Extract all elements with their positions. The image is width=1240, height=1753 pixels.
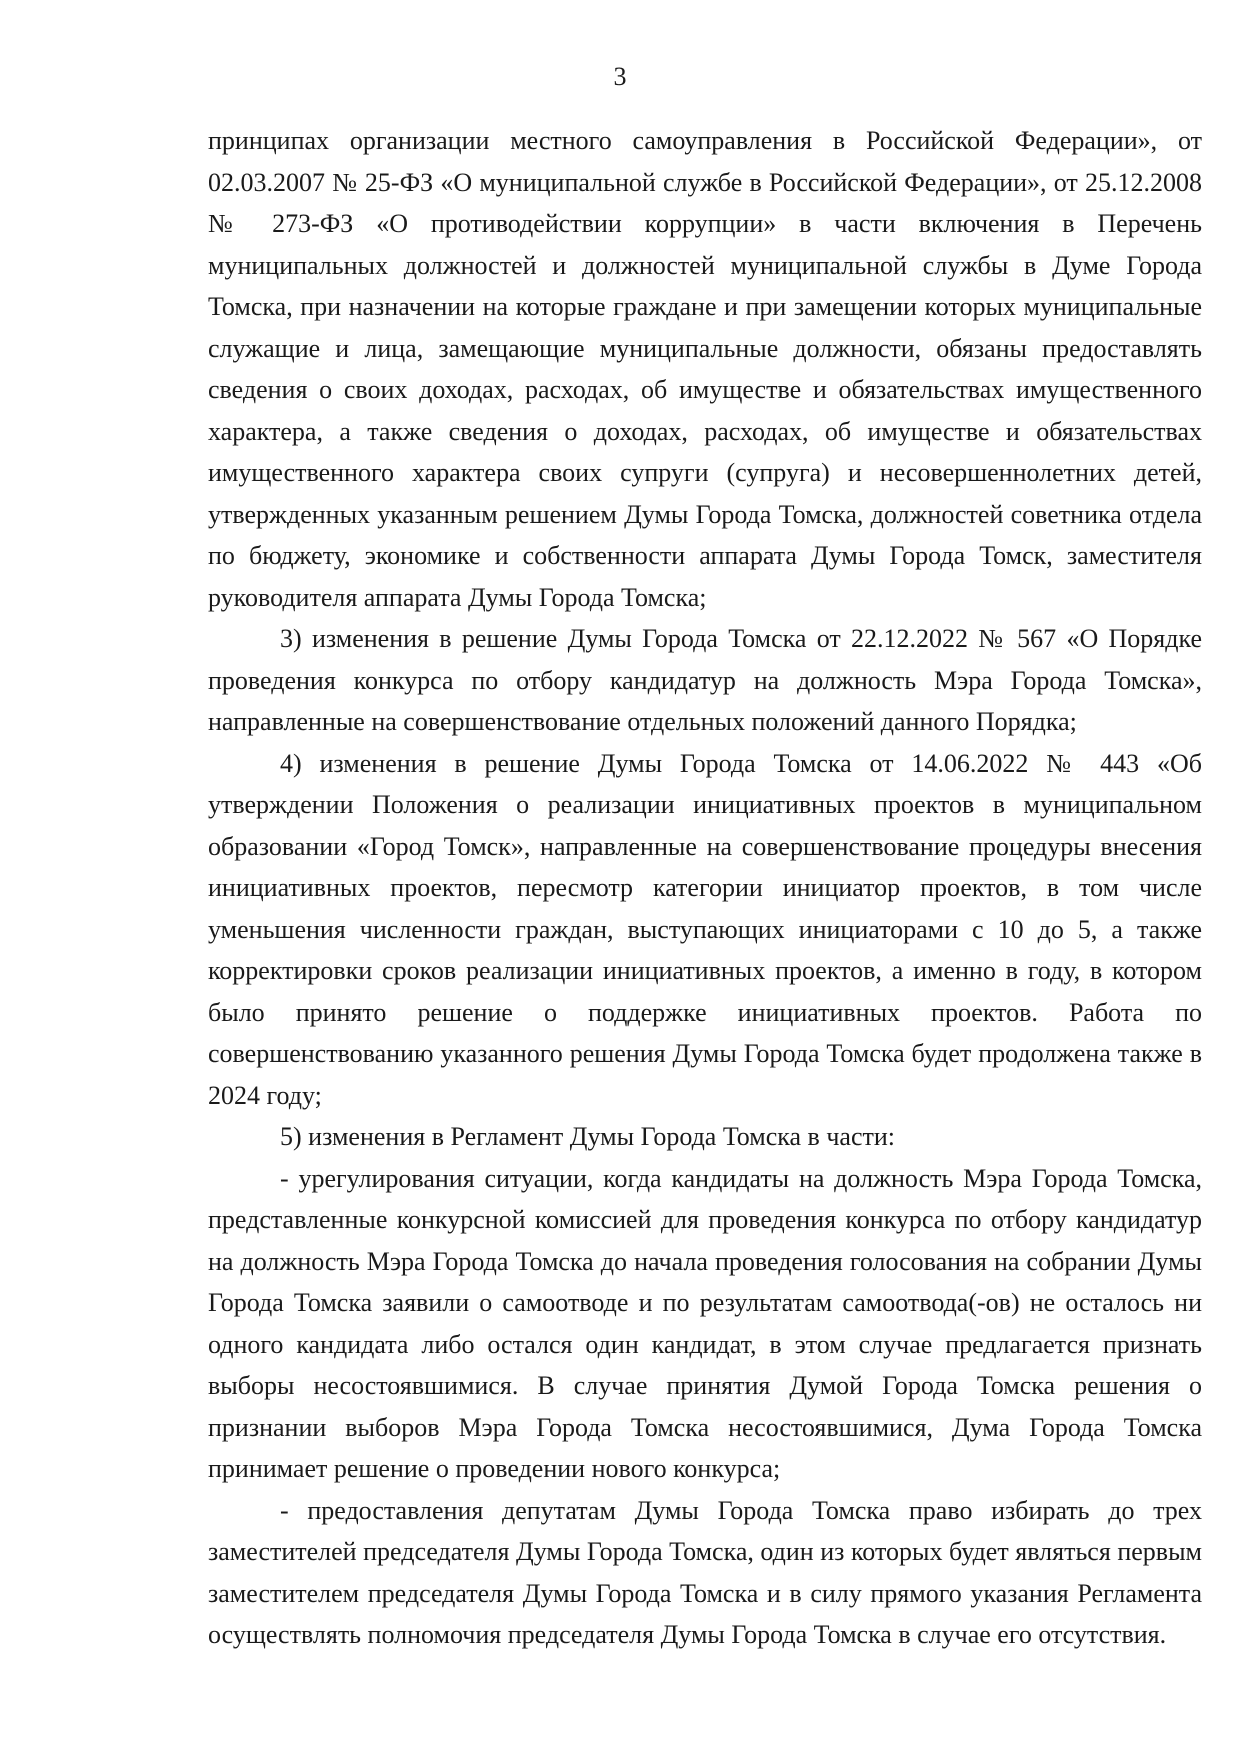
paragraph-continuation: принципах организации местного самоуправления в Российской Федерации», от 02.03.2007 № 25-ФЗ «О муниципальной службе в Российской Федерации», от 25.12.2008 № 273-ФЗ «О противодействии коррупции» в части включения в Перечень муниципальных должностей и должностей муниципальной службы в Думе Города Томска, при назначении на которые граждане и при замещении которых муниципальные служащие и лица, замещающие муниципальные должности, обязаны предоставлять сведения о своих доходах, расходах, об имуществе и обязательствах имущественного характера, а также сведения о доходах, расходах, об имуществе и обязательствах имущественного характера своих супруги (супруга) и несовершеннолетних детей, утвержденных указанным решением Думы Города Томска, должностей советника отдела по бюджету, экономике и собственности аппарата Думы Города Томск, заместителя руководителя аппарата Думы Города Томска; xyxy=(208,126,1202,612)
document-body xyxy=(208,120,1202,1656)
paragraph-subitem-2: - предоставления депутатам Думы Города Томска право избирать до трех заместителей председателя Думы Города Томска, один из которых будет являться первым заместителем председателя Думы Города Томска и в силу прямого указания Регламента осуществлять полномочия председателя Думы Города Томска в случае его отсутствия. xyxy=(208,1495,1202,1649)
paragraph-item-5: 5) изменения в Регламент Думы Города Томска в части: xyxy=(280,1122,895,1151)
paragraph-item-4: 4) изменения в решение Думы Города Томска от 14.06.2022 № 443 «Об утверждении Положения о реализации инициативных проектов в муниципальном образовании «Город Томск», направленные на совершенствование процедуры внесения инициативных проектов, пересмотр категории инициатор проектов, в том числе уменьшения численности граждан, выступающих инициаторами с 10 до 5, а также корректировки сроков реализации инициативных проектов, а именно в году, в котором было принято решение о поддержке инициативных проектов. Работа по совершенствованию указанного решения Думы Города Томска будет продолжена также в 2024 году; xyxy=(208,748,1202,1110)
paragraph-item-3: 3) изменения в решение Думы Города Томска от 22.12.2022 № 567 «О Порядке проведения конкурса по отбору кандидатур на должность Мэра Города Томска», направленные на совершенствование отдельных положений данного Порядка; xyxy=(208,624,1202,736)
paragraph-subitem-1: - урегулирования ситуации, когда кандидаты на должность Мэра Города Томска, представленные конкурсной комиссией для проведения конкурса по отбору кандидатур на должность Мэра Города Томска до начала проведения голосования на собрании Думы Города Томска заявили о самоотводе и по результатам самоотвода(-ов) не осталось ни одного кандидата либо остался один кандидат, в этом случае предлагается признать выборы несостоявшимися. В случае принятия Думой Города Томска решения о признании выборов Мэра Города Томска несостоявшимися, Дума Города Томска принимает решение о проведении нового конкурса; xyxy=(208,1163,1202,1483)
page-number: 3 xyxy=(613,62,627,91)
